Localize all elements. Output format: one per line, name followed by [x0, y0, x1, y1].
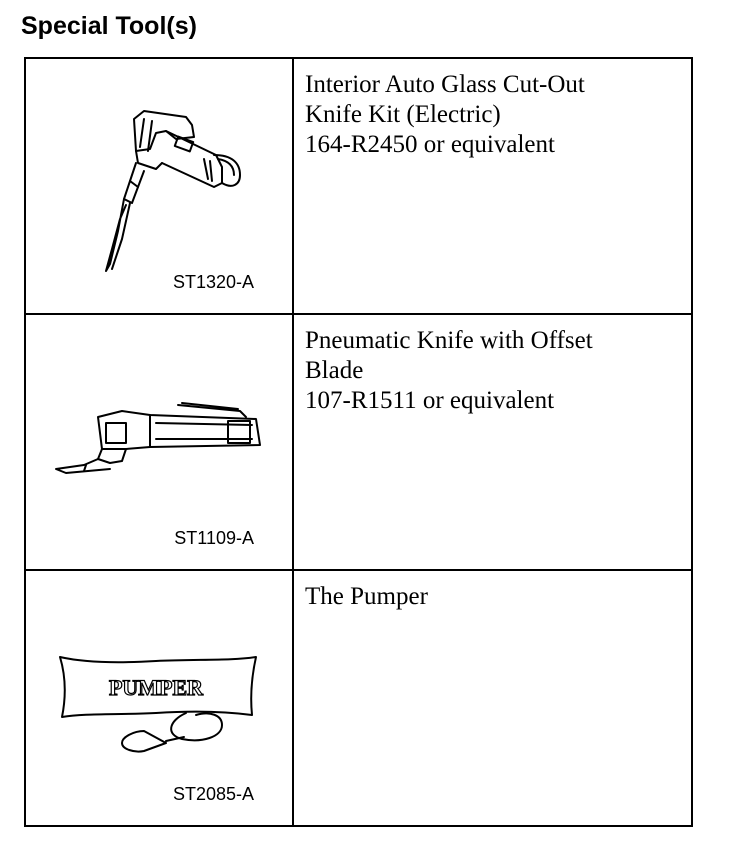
tool-description-cell [293, 570, 692, 826]
tool-image-cell [25, 58, 293, 314]
tool-description-line: The Pumper [305, 583, 428, 610]
special-tools-table [24, 57, 693, 827]
tool-image-cell [25, 570, 293, 826]
tool-description-line: 107-R1511 or equivalent [305, 387, 555, 414]
tool-code: ST2085-A [172, 784, 254, 804]
tool-description-cell [293, 314, 692, 570]
tool-description-line: Blade [305, 357, 364, 384]
tool-image-cell [25, 314, 293, 570]
tool-description-line: Knife Kit (Electric) [305, 101, 501, 128]
tool-description-line: Pneumatic Knife with Offset [305, 327, 593, 354]
tool-description-cell [293, 58, 692, 314]
tool-row [25, 58, 692, 314]
tool-row [25, 314, 692, 570]
tool-description-line: Interior Auto Glass Cut-Out [305, 71, 585, 98]
tool-code: ST1109-A [174, 528, 254, 548]
tool-code: ST1320-A [172, 272, 254, 292]
tool-row [25, 570, 692, 826]
page-title: Special Tool(s) [21, 12, 197, 40]
pumper-logo-text: PUMPER [108, 675, 204, 700]
tool-description-line: 164-R2450 or equivalent [305, 131, 555, 158]
